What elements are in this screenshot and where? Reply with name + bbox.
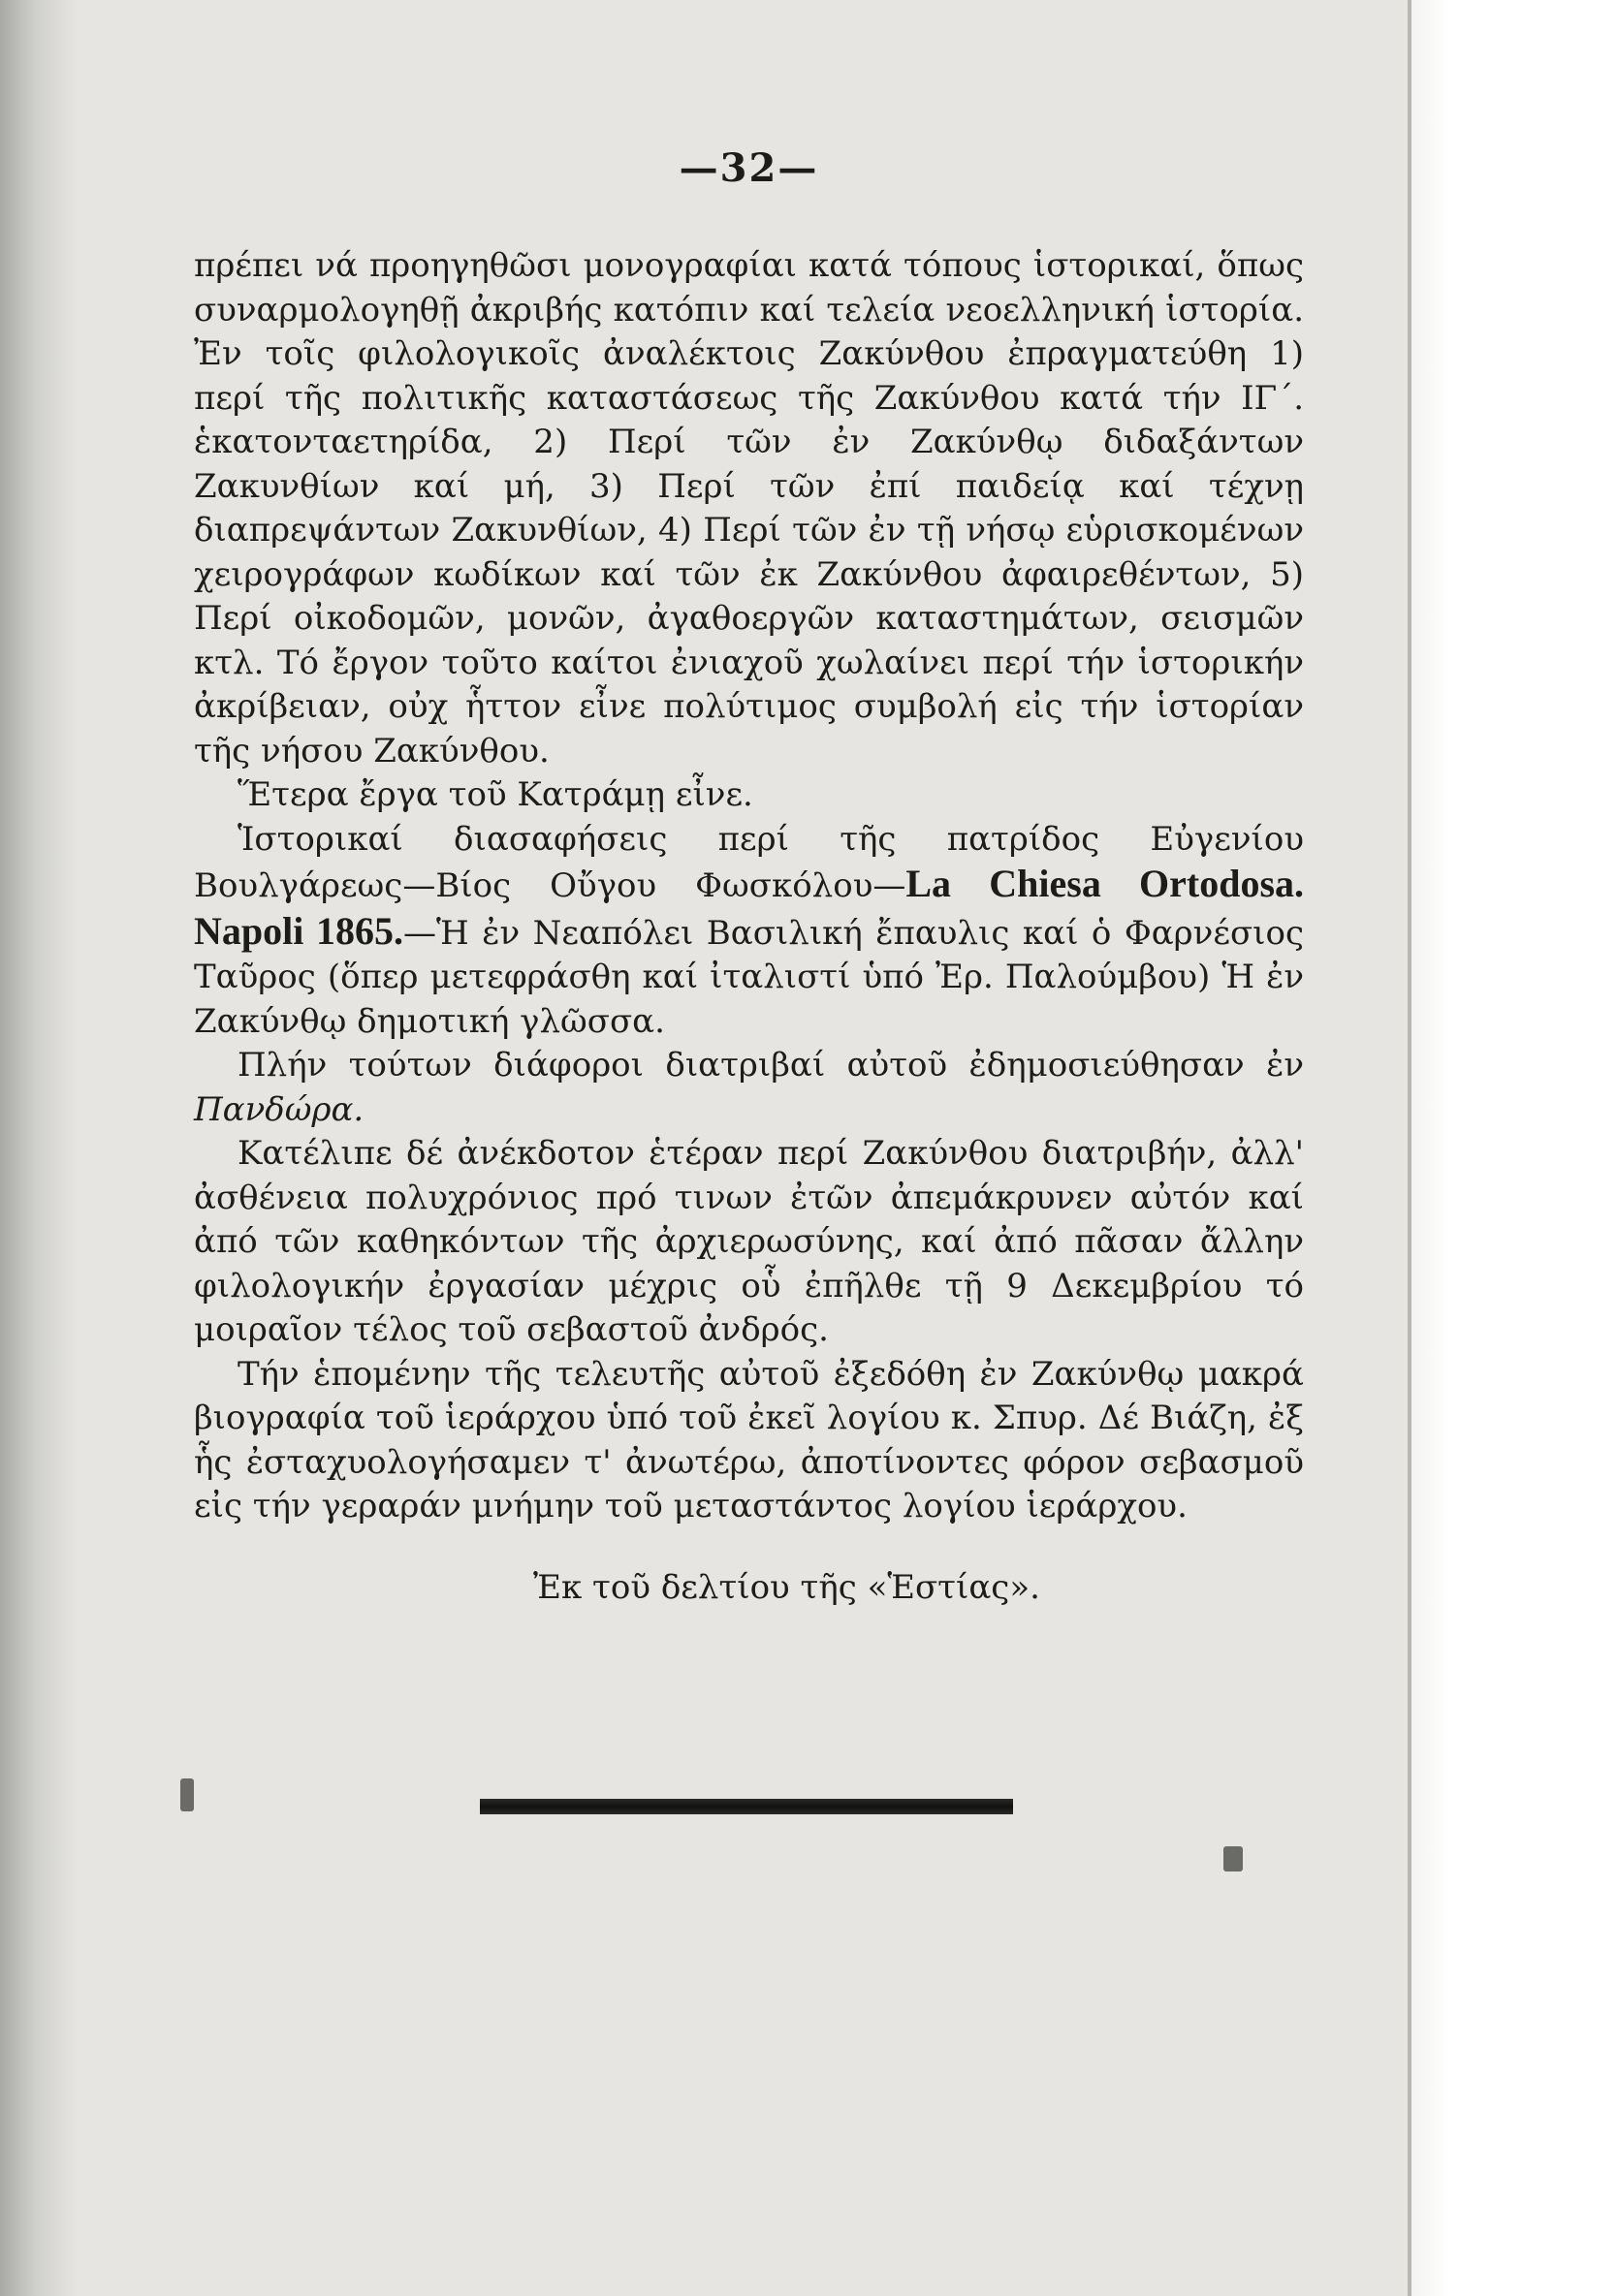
page-body — [194, 145, 1304, 1610]
works-latin-title: La Chiesa Ortodosa. Napoli 1865. — [194, 862, 1305, 953]
paragraph-unpublished: Κατέλιπε δέ ἀνέκδοτον ἑτέραν περί Ζακύνθου διατριβήν, ἀλλ' ἀσθένεια πολυχρόνιος πρό τινων ἐτῶν ἀπεμάκρυνεν αὐτόν καί ἀπό τῶν καθηκόντων τῆς ἀρχιερωσύνης, καί ἀπό πᾶσαν ἄλλην φιλολογικήν ἐργασίαν μέχρις οὗ ἐπῆλθε τῇ 9 Δεκεμβρίου τό μοιραῖον τέλος τοῦ σεβαστοῦ ἀνδρός. — [194, 1134, 1304, 1349]
page-edge-line — [1408, 0, 1411, 2296]
paragraph-works-list — [194, 818, 1304, 1045]
page-number: —32— — [679, 145, 819, 191]
paragraph-other-works-heading: Ἕτερα ἔργα τοῦ Κατράμῃ εἶνε. — [238, 775, 753, 814]
paragraph-pandora — [194, 1044, 1304, 1132]
right-page-edge — [1408, 0, 1617, 2296]
pandora-journal: Πανδώρα. — [194, 1089, 365, 1129]
works-part1: Ἱστορικαί διασαφήσεις περί τῆς πατρίδος Εὐγενίου Βουλγάρεως—Βίος Οὔγου Φωσκόλου— — [194, 819, 1304, 905]
paragraph-monographs: πρέπει νά προηγηθῶσι μονογραφίαι κατά τόπους ἱστορικαί, ὅπως συναρμολογηθῇ ἀκριβής κατόπιν καί τελεία νεοελληνική ἱστορία. Ἐν τοῖς φιλολογικοῖς ἀναλέκτοις Ζακύνθου ἐπραγματεύθη 1) περί τῆς πολιτικῆς καταστάσεως τῆς Ζακύνθου κατά τήν ΙΓ΄. ἑκατονταετηρίδα, 2) Περί τῶν ἐν Ζακύνθῳ διδαξάντων Ζακυνθίων καί μή, 3) Περί τῶν ἐπί παιδείᾳ καί τέχνῃ διαπρεψάντων Ζακυνθίων, 4) Περί τῶν ἐν τῇ νήσῳ εὑρισκομένων χειρογράφων κωδίκων καί τῶν ἐκ Ζακύνθου ἀφαιρεθέντων, 5) Περί οἰκοδομῶν, μονῶν, ἀγαθοεργῶν καταστημάτων, σεισμῶν κτλ. Τό ἔργον τοῦτο καίτοι ἐνιαχοῦ χωλαίνει περί τήν ἱστορικήν ἀκρίβειαν, οὐχ ἧττον εἶνε πολύτιμος συμβολή εἰς τήν ἱστορίαν τῆς νήσου Ζακύνθου. — [194, 246, 1304, 771]
signoff-source: Ἐκ τοῦ δελτίου τῆς «Ἑστίας». — [533, 1567, 1040, 1607]
pandora-text: Πλήν τούτων διάφοροι διατριβαί αὐτοῦ ἐδημοσιεύθησαν ἐν — [238, 1046, 1304, 1085]
ink-smudge-right — [1223, 1846, 1243, 1871]
paragraph-biography: Τήν ἑπομένην τῆς τελευτῆς αὐτοῦ ἐξεδόθη ἐν Ζακύνθῳ μακρά βιογραφία τοῦ ἱεράρχου ὑπό τοῦ ἐκεῖ λογίου κ. Σπυρ. Δέ Βιάζη, ἐξ ἧς ἐσταχυολογήσαμεν τ' ἀνωτέρω, ἀποτίνοντες φόρον σεβασμοῦ εἰς τήν γεραράν μνήμην τοῦ μεταστάντος λογίου ἱεράρχου. — [194, 1354, 1304, 1525]
binding-shadow — [0, 0, 78, 2296]
works-part2: —Ἡ ἐν Νεαπόλει Βασιλική ἔπαυλις καί ὁ Φαρνέσιος Ταῦρος (ὅπερ μετεφράσθη καί ἰταλιστί ὑπό Ἐρ. Παλούμβου) Ἡ ἐν Ζακύνθῳ δημοτική γλῶσσα. — [194, 913, 1305, 1041]
closing-rule — [480, 1799, 1013, 1814]
ink-smudge-left — [180, 1778, 194, 1811]
